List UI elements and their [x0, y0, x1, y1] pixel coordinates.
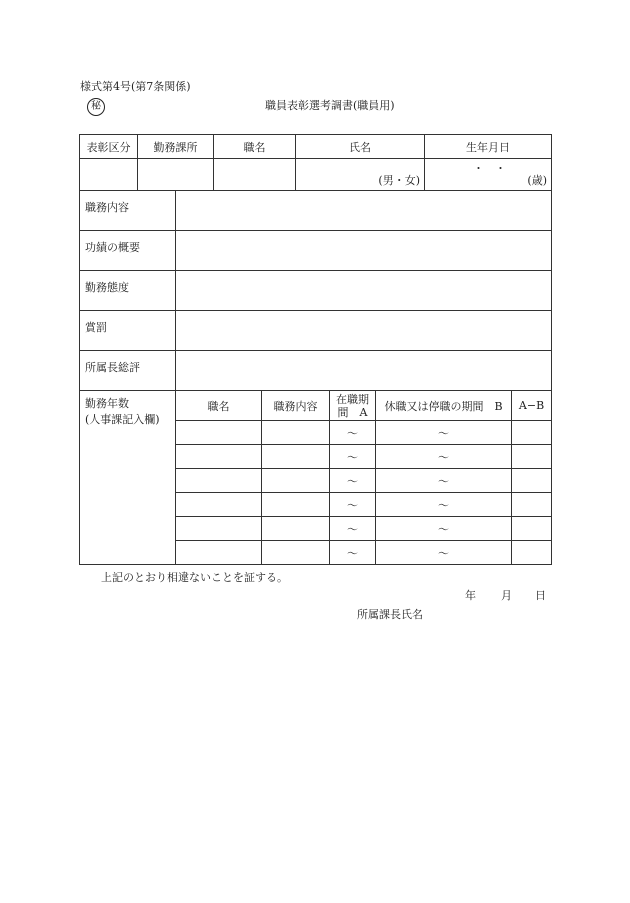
header-department: 勤務課所 — [138, 135, 214, 159]
service-period-cell[interactable]: 〜 — [330, 469, 376, 493]
service-leave-cell[interactable]: 〜 — [376, 541, 512, 565]
col-diff: A−B — [512, 391, 552, 421]
service-leave-cell[interactable]: 〜 — [376, 517, 512, 541]
duties-label: 職務内容 — [80, 191, 176, 231]
service-diff-cell[interactable] — [512, 541, 552, 565]
service-diff-cell[interactable] — [512, 493, 552, 517]
director-review-label: 所属長総評 — [80, 351, 176, 391]
service-period-cell[interactable]: 〜 — [330, 541, 376, 565]
attitude-field[interactable] — [176, 271, 552, 311]
service-duties-cell[interactable] — [262, 421, 330, 445]
evaluation-table — [79, 190, 552, 565]
service-period-cell[interactable]: 〜 — [330, 445, 376, 469]
service-period-cell[interactable]: 〜 — [330, 421, 376, 445]
achievements-field[interactable] — [176, 231, 552, 271]
service-leave-cell[interactable]: 〜 — [376, 445, 512, 469]
service-position-cell[interactable] — [176, 541, 262, 565]
date-separator: ・ ・ — [473, 162, 506, 175]
service-position-cell[interactable] — [176, 421, 262, 445]
service-diff-cell[interactable] — [512, 445, 552, 469]
rewards-penalties-label: 賞罰 — [80, 311, 176, 351]
service-position-cell[interactable] — [176, 517, 262, 541]
col-period — [330, 391, 376, 421]
service-period-cell[interactable]: 〜 — [330, 493, 376, 517]
col-period-line2: 間 A — [337, 405, 368, 419]
header-award-category: 表彰区分 — [80, 135, 138, 159]
service-diff-cell[interactable] — [512, 469, 552, 493]
date-year-label: 年 — [465, 589, 476, 602]
achievements-label: 功績の概要 — [80, 231, 176, 271]
signer-label: 所属課長氏名 — [357, 608, 423, 621]
col-period-line1: 在職期 — [336, 392, 369, 406]
date-month-label: 月 — [501, 589, 512, 602]
service-duties-cell[interactable] — [262, 445, 330, 469]
service-years-note: (人事課記入欄) — [85, 413, 160, 426]
certification-statement: 上記のとおり相違ないことを証する。 — [101, 571, 288, 584]
age-hint: (歳) — [527, 174, 547, 187]
service-position-cell[interactable] — [176, 445, 262, 469]
position-field[interactable] — [214, 159, 296, 191]
service-leave-cell[interactable]: 〜 — [376, 469, 512, 493]
header-birthdate: 生年月日 — [425, 135, 552, 159]
birthdate-field[interactable] — [425, 159, 552, 191]
header-name: 氏名 — [296, 135, 425, 159]
header-position: 職名 — [214, 135, 296, 159]
gender-hint: (男・女) — [378, 174, 420, 187]
confidential-seal-icon: 秘 — [87, 98, 105, 116]
col-position: 職名 — [176, 391, 262, 421]
director-review-field[interactable] — [176, 351, 552, 391]
rewards-penalties-field[interactable] — [176, 311, 552, 351]
service-leave-cell[interactable]: 〜 — [376, 493, 512, 517]
service-position-cell[interactable] — [176, 493, 262, 517]
award-category-field[interactable] — [80, 159, 138, 191]
col-leave: 休職又は停職の期間 B — [376, 391, 512, 421]
service-duties-cell[interactable] — [262, 517, 330, 541]
service-diff-cell[interactable] — [512, 517, 552, 541]
service-diff-cell[interactable] — [512, 421, 552, 445]
date-day-label: 日 — [535, 589, 546, 602]
applicant-info-table — [79, 134, 552, 191]
col-duties: 職務内容 — [262, 391, 330, 421]
form-number: 様式第4号(第7条関係) — [80, 80, 191, 93]
attitude-label: 勤務態度 — [80, 271, 176, 311]
department-field[interactable] — [138, 159, 214, 191]
service-position-cell[interactable] — [176, 469, 262, 493]
service-duties-cell[interactable] — [262, 469, 330, 493]
service-period-cell[interactable]: 〜 — [330, 517, 376, 541]
service-duties-cell[interactable] — [262, 541, 330, 565]
service-duties-cell[interactable] — [262, 493, 330, 517]
service-years-title: 勤務年数 — [85, 397, 129, 410]
duties-field[interactable] — [176, 191, 552, 231]
name-field[interactable] — [296, 159, 425, 191]
form-title: 職員表彰選考調書(職員用) — [265, 99, 395, 112]
service-years-label — [80, 391, 176, 565]
service-leave-cell[interactable]: 〜 — [376, 421, 512, 445]
